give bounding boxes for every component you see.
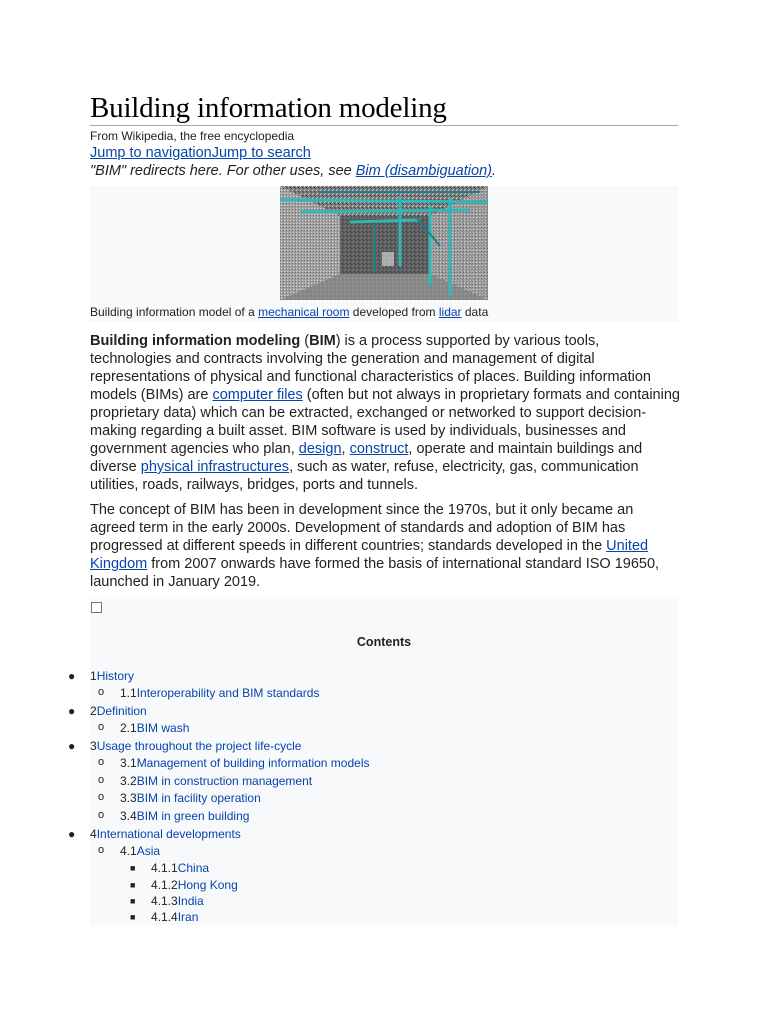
text: The concept of BIM has been in development since the 1970s, but it only became an agreed term in the early 2000s. Development of standards and adoption of BIM has progressed at different speeds in different countries; standards developed in the: [90, 502, 634, 554]
toc-item-international[interactable]: [90, 827, 241, 841]
toc-link[interactable]: China: [177, 861, 210, 875]
jump-links: [90, 145, 311, 161]
toc-bullet: o: [98, 756, 105, 768]
history-paragraph: [90, 501, 682, 591]
toc-item-usage[interactable]: [90, 739, 301, 753]
text: (: [300, 333, 310, 349]
physical-infrastructures-link[interactable]: physical infrastructures: [140, 459, 290, 475]
toc-link[interactable]: Usage throughout the project life-cycle: [96, 739, 302, 753]
toc-number: 4.1: [120, 844, 137, 858]
united-kingdom-link[interactable]: United Kingdom: [90, 538, 649, 572]
toc-link[interactable]: International developments: [96, 827, 241, 841]
bold-term: Building information modeling: [90, 333, 301, 349]
toc-link[interactable]: Definition: [96, 704, 147, 718]
toc-number: 2: [90, 704, 97, 718]
toc-number: 1.1: [120, 686, 137, 700]
caption-text: Building information model of a: [90, 305, 259, 319]
toc-bullet: o: [98, 774, 105, 786]
toc-item-construction-management[interactable]: [120, 774, 312, 788]
toc-bullet: ●: [68, 704, 76, 718]
toc-title: Contents: [356, 635, 412, 649]
toc-number: 4.1.1: [151, 861, 178, 875]
toc-link[interactable]: Asia: [136, 844, 161, 858]
toc-item-green-building[interactable]: [120, 809, 249, 823]
text: (often but not always in proprietary formats and containing proprietary data) which can be extracted, exchanged or networked to support decision-making regarding a built asset. BIM software is used by individuals, businesses and government agencies who plan,: [90, 387, 680, 457]
hatnote-end: .: [491, 163, 496, 179]
toc-number: 2.1: [120, 721, 137, 735]
toc-bullet: ●: [68, 669, 76, 683]
toc-number: 4.1.2: [151, 878, 178, 892]
toc-link[interactable]: BIM in construction management: [136, 774, 313, 788]
caption-text: data: [461, 305, 489, 319]
toc-bullet: ■: [130, 912, 136, 922]
toc-bullet: ■: [130, 863, 136, 873]
computer-files-link[interactable]: computer files: [212, 387, 303, 403]
intro-paragraph: [90, 332, 682, 494]
toc-number: 3: [90, 739, 97, 753]
toc-bullet: o: [98, 686, 105, 698]
hatnote: [90, 163, 496, 179]
toc-item-bim-wash[interactable]: [120, 721, 189, 735]
toc-link[interactable]: Interoperability and BIM standards: [136, 686, 320, 700]
toc-number: 1: [90, 669, 97, 683]
figure-caption: [90, 305, 488, 319]
toc-item-history[interactable]: [90, 669, 134, 683]
title-divider: [90, 125, 678, 126]
toc-bullet: ●: [68, 827, 76, 841]
construct-link[interactable]: construct: [349, 441, 409, 457]
jump-to-navigation-link[interactable]: Jump to navigation: [90, 145, 212, 161]
text: ) is a process supported by various tools, technologies and contracts involving the generation and management of digital representations of physical and functional characteristics of places. Building information models (BIMs) are: [90, 333, 651, 403]
hatnote-text: "BIM" redirects here. For other uses, see: [90, 163, 356, 179]
text: , operate and maintain buildings and diverse: [90, 441, 643, 475]
text: from 2007 onwards have formed the basis of international standard ISO 19650, launched in January 2019.: [90, 556, 660, 590]
lidar-mechanical-room-image[interactable]: [280, 186, 488, 300]
text: ,: [341, 441, 350, 457]
toc-link[interactable]: Management of building information models: [136, 756, 370, 770]
toc-bullet: ■: [130, 880, 136, 890]
page-title: Building information modeling: [90, 92, 447, 124]
lidar-link[interactable]: lidar: [438, 305, 462, 319]
site-tagline: From Wikipedia, the free encyclopedia: [90, 129, 295, 143]
toc-link[interactable]: History: [96, 669, 135, 683]
toc-number: 4.1.3: [151, 894, 178, 908]
toc-item-india[interactable]: [151, 894, 204, 908]
toc-link[interactable]: India: [177, 894, 204, 908]
toc-bullet: o: [98, 721, 105, 733]
toc-bullet: o: [98, 791, 105, 803]
toc-link[interactable]: BIM in facility operation: [136, 791, 261, 805]
toc-link[interactable]: Hong Kong: [177, 878, 238, 892]
toc-bullet: ■: [130, 896, 136, 906]
bold-term: BIM: [309, 333, 336, 349]
toc-item-definition[interactable]: [90, 704, 147, 718]
toc-item-interoperability[interactable]: [120, 686, 319, 700]
toc-number: 3.3: [120, 791, 137, 805]
thumbnail-figure: [90, 186, 678, 322]
disambiguation-link[interactable]: Bim (disambiguation): [355, 163, 492, 179]
toc-item-hong-kong[interactable]: [151, 878, 238, 892]
toc-bullet: o: [98, 844, 105, 856]
toc-item-management[interactable]: [120, 756, 370, 770]
toc-number: 4.1.4: [151, 910, 178, 924]
toc-number: 4: [90, 827, 97, 841]
toc-bullet: o: [98, 809, 105, 821]
toc-item-iran[interactable]: [151, 910, 198, 924]
toc-number: 3.1: [120, 756, 137, 770]
toc-item-facility-operation[interactable]: [120, 791, 261, 805]
toc-toggle-checkbox[interactable]: [91, 602, 102, 613]
toc-item-china[interactable]: [151, 861, 209, 875]
text: , such as water, refuse, electricity, gas, communication utilities, roads, railways, bridges, ports and tunnels.: [90, 459, 639, 493]
mechanical-room-link[interactable]: mechanical room: [258, 305, 350, 319]
toc-link[interactable]: Iran: [177, 910, 199, 924]
toc-number: 3.4: [120, 809, 137, 823]
toc-item-asia[interactable]: [120, 844, 160, 858]
caption-text: developed from: [349, 305, 439, 319]
toc-number: 3.2: [120, 774, 137, 788]
toc-link[interactable]: BIM in green building: [136, 809, 250, 823]
jump-to-search-link[interactable]: Jump to search: [211, 145, 311, 161]
toc-bullet: ●: [68, 739, 76, 753]
design-link[interactable]: design: [298, 441, 342, 457]
toc-link[interactable]: BIM wash: [136, 721, 190, 735]
